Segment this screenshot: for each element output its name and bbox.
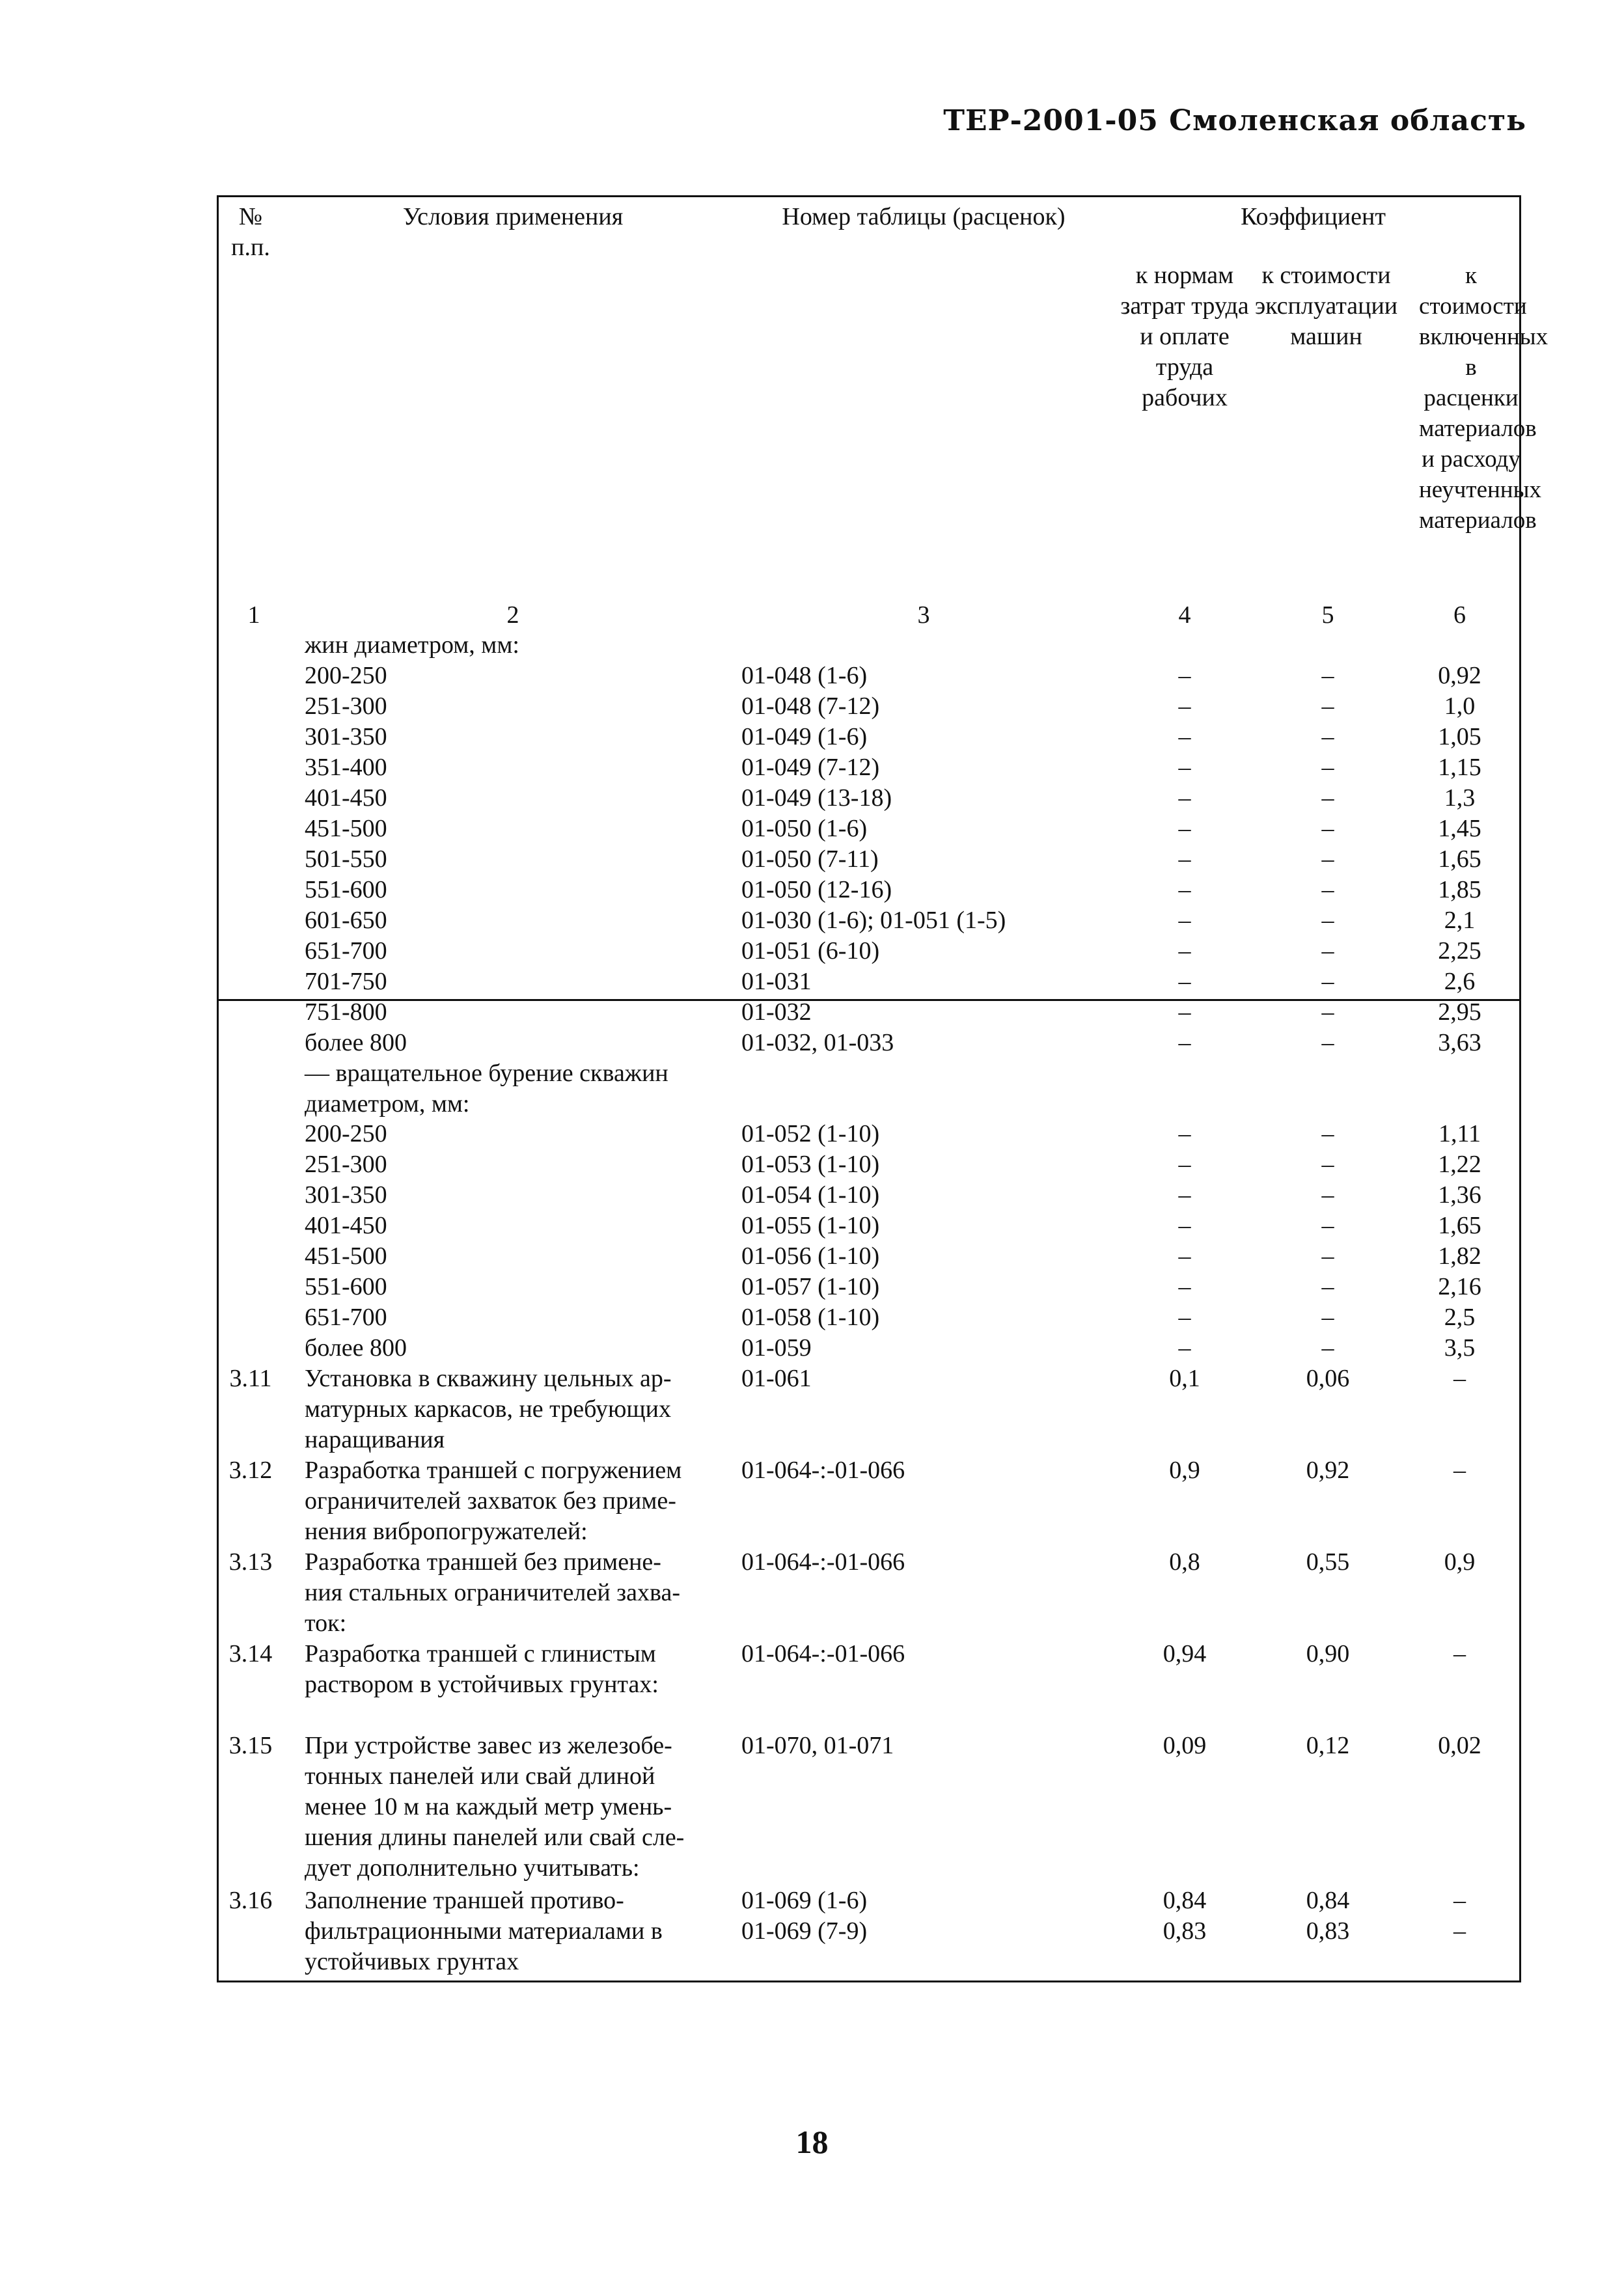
row-table-ref: 01-048 (7-12) <box>741 692 880 720</box>
row-table-ref: 01-070, 01-071 <box>741 1732 894 1759</box>
row-table-ref: 01-050 (12-16) <box>741 876 892 903</box>
row-coef-labor: – <box>1178 1304 1191 1331</box>
row-table-ref: 01-054 (1-10) <box>741 1181 880 1209</box>
row-coef-materials: 2,25 <box>1438 937 1481 965</box>
row-coef-labor: – <box>1178 845 1191 873</box>
row-table-ref: 01-049 (13-18) <box>741 784 892 812</box>
row-coef-materials: 2,5 <box>1444 1304 1476 1331</box>
row-table-ref: 01-052 (1-10) <box>741 1120 880 1147</box>
row-conditions: 451-500 <box>305 1242 387 1270</box>
header-coef-labor: к нормам затрат труда и оплате труда рабочих <box>1120 262 1249 411</box>
row-coef-materials: 1,45 <box>1438 815 1481 842</box>
row-coef-materials: – <box>1453 1640 1466 1667</box>
row-table-ref: 01-064-:-01-066 <box>741 1548 905 1576</box>
row-number: 3.11 <box>229 1365 272 1392</box>
row-coef-labor: – <box>1178 1334 1191 1362</box>
row-conditions: 251-300 <box>305 1151 387 1178</box>
header-num: № п.п. <box>231 203 270 261</box>
row-conditions: шения длины панелей или свай сле- <box>305 1824 685 1851</box>
row-conditions: ограничителей захваток без приме- <box>305 1487 676 1515</box>
row-conditions: 651-700 <box>305 1304 387 1331</box>
row-coef-machines: – <box>1321 1334 1334 1362</box>
row-coef-machines: – <box>1321 1212 1334 1239</box>
row-coef-labor: 0,84 <box>1163 1887 1207 1914</box>
row-coef-labor: – <box>1178 1181 1191 1209</box>
row-coef-labor: – <box>1178 662 1191 689</box>
row-coef-machines: 0,92 <box>1306 1457 1350 1484</box>
row-coef-materials: 3,5 <box>1444 1334 1476 1362</box>
row-number: 3.13 <box>228 1548 273 1576</box>
row-number: 3.16 <box>228 1887 273 1914</box>
row-conditions: Разработка траншей с погружением <box>305 1457 682 1484</box>
row-coef-machines: – <box>1321 1304 1334 1331</box>
row-coef-machines: – <box>1321 907 1334 934</box>
row-table-ref: 01-049 (1-6) <box>741 723 868 750</box>
row-conditions: 251-300 <box>305 692 387 720</box>
row-conditions: — вращательное бурение скважин <box>305 1060 668 1087</box>
row-coef-labor: 0,1 <box>1169 1365 1200 1392</box>
row-coef-materials: 2,95 <box>1438 998 1481 1026</box>
row-table-ref: 01-059 <box>741 1334 812 1362</box>
row-coef-materials: 1,65 <box>1438 845 1481 873</box>
row-conditions: тонных панелей или свай длиной <box>305 1762 655 1790</box>
header-conditions: Условия применения <box>402 203 624 230</box>
row-conditions: 401-450 <box>305 784 387 812</box>
row-coef-materials: 1,11 <box>1438 1120 1481 1147</box>
row-coef-materials: 1,85 <box>1438 876 1481 903</box>
row-coef-machines: – <box>1321 662 1334 689</box>
row-number: 3.12 <box>228 1457 273 1484</box>
row-coef-labor: – <box>1178 998 1191 1026</box>
row-conditions: матурных каркасов, не требующих <box>305 1395 671 1423</box>
row-table-ref: 01-069 (1-6) <box>741 1887 868 1914</box>
row-coef-materials: 1,36 <box>1438 1181 1481 1209</box>
row-conditions: более 800 <box>305 1029 407 1056</box>
row-coef-materials: 2,1 <box>1444 907 1476 934</box>
row-coef-materials: – <box>1453 1887 1466 1914</box>
row-conditions: Заполнение траншей противо- <box>305 1887 624 1914</box>
header-coefficient: Коэффициент <box>1241 203 1386 230</box>
row-conditions: более 800 <box>305 1334 407 1362</box>
column-number-2: 2 <box>506 601 519 629</box>
row-number: 3.15 <box>228 1732 273 1759</box>
row-coef-machines: – <box>1321 1242 1334 1270</box>
row-table-ref: 01-064-:-01-066 <box>741 1640 905 1667</box>
row-coef-labor: – <box>1178 784 1191 812</box>
row-table-ref: 01-061 <box>741 1365 812 1392</box>
row-table-ref: 01-058 (1-10) <box>741 1304 880 1331</box>
row-conditions: 451-500 <box>305 815 387 842</box>
column-number-1: 1 <box>247 601 260 629</box>
row-coef-materials: 0,9 <box>1444 1548 1476 1576</box>
row-coef-materials: 2,6 <box>1444 968 1476 995</box>
row-coef-labor: – <box>1178 692 1191 720</box>
row-coef-labor: – <box>1178 723 1191 750</box>
row-coef-machines: 0,06 <box>1306 1365 1350 1392</box>
header-table-number: Номер таблицы (расценок) <box>782 203 1066 230</box>
column-number-6: 6 <box>1453 601 1466 629</box>
row-coef-materials: 1,05 <box>1438 723 1481 750</box>
row-coef-machines: 0,90 <box>1306 1640 1350 1667</box>
row-table-ref: 01-051 (6-10) <box>741 937 880 965</box>
row-conditions: 551-600 <box>305 1273 387 1300</box>
row-table-ref: 01-030 (1-6); 01-051 (1-5) <box>741 907 1006 934</box>
row-coef-materials: – <box>1453 1365 1466 1392</box>
row-coef-materials: 1,0 <box>1444 692 1476 720</box>
column-number-5: 5 <box>1321 601 1334 629</box>
row-coef-machines: – <box>1321 968 1334 995</box>
row-conditions: При устройстве завес из железобе- <box>305 1732 672 1759</box>
row-coef-labor: – <box>1178 1151 1191 1178</box>
row-conditions: Разработка траншей с глинистым <box>305 1640 656 1667</box>
row-coef-materials: 1,3 <box>1444 784 1476 812</box>
row-coef-materials: 1,65 <box>1438 1212 1481 1239</box>
row-coef-machines: – <box>1321 754 1334 781</box>
row-table-ref: 01-064-:-01-066 <box>741 1457 905 1484</box>
row-conditions: 651-700 <box>305 937 387 965</box>
row-coef-machines: – <box>1321 723 1334 750</box>
row-coef-labor: – <box>1178 754 1191 781</box>
row-conditions: Разработка траншей без примене- <box>305 1548 661 1576</box>
row-coef-materials: 0,92 <box>1438 662 1481 689</box>
row-conditions: 401-450 <box>305 1212 387 1239</box>
row-coef-machines: 0,12 <box>1306 1732 1350 1759</box>
row-table-ref: 01-069 (7-9) <box>741 1917 868 1945</box>
row-conditions: 701-750 <box>305 968 387 995</box>
row-coef-machines: – <box>1321 998 1334 1026</box>
row-coef-machines: – <box>1321 1120 1334 1147</box>
row-conditions: фильтрационными материалами в <box>305 1917 663 1945</box>
header-coef-machines: к стоимости эксплуатации машин <box>1254 262 1398 350</box>
row-table-ref: 01-049 (7-12) <box>741 754 880 781</box>
row-table-ref: 01-053 (1-10) <box>741 1151 880 1178</box>
row-coef-machines: – <box>1321 937 1334 965</box>
row-conditions: 501-550 <box>305 845 387 873</box>
row-coef-labor: – <box>1178 876 1191 903</box>
row-table-ref: 01-032, 01-033 <box>741 1029 894 1056</box>
row-conditions: менее 10 м на каждый метр умень- <box>305 1793 672 1820</box>
row-conditions: 200-250 <box>305 662 387 689</box>
row-table-ref: 01-057 (1-10) <box>741 1273 880 1300</box>
column-number-3: 3 <box>917 601 930 629</box>
row-conditions: диаметром, мм: <box>305 1090 470 1117</box>
row-coef-labor: 0,09 <box>1163 1732 1207 1759</box>
row-coef-machines: – <box>1321 876 1334 903</box>
row-conditions: 751-800 <box>305 998 387 1026</box>
row-coef-machines: – <box>1321 1273 1334 1300</box>
row-table-ref: 01-056 (1-10) <box>741 1242 880 1270</box>
row-table-ref: 01-050 (7-11) <box>741 845 879 873</box>
row-conditions: раствором в устойчивых грунтах: <box>305 1671 659 1698</box>
row-coef-machines: 0,84 <box>1306 1887 1350 1914</box>
row-coef-machines: – <box>1321 692 1334 720</box>
row-conditions: нения вибропогружателей: <box>305 1518 588 1545</box>
row-coef-materials: 2,16 <box>1438 1273 1481 1300</box>
row-coef-labor: – <box>1178 1273 1191 1300</box>
row-conditions: устойчивых грунтах <box>305 1948 519 1975</box>
row-coef-labor: – <box>1178 1120 1191 1147</box>
row-coef-labor: 0,83 <box>1163 1917 1207 1945</box>
row-table-ref: 01-048 (1-6) <box>741 662 868 689</box>
row-coef-labor: 0,8 <box>1169 1548 1200 1576</box>
page-number: 18 <box>795 2124 829 2160</box>
row-conditions: наращивания <box>305 1426 445 1453</box>
document-title: ТЕР-2001-05 Смоленская область <box>943 104 1526 137</box>
row-coef-machines: – <box>1321 784 1334 812</box>
row-table-ref: 01-055 (1-10) <box>741 1212 880 1239</box>
row-coef-machines: – <box>1321 1151 1334 1178</box>
row-coef-labor: – <box>1178 937 1191 965</box>
row-conditions: жин диаметром, мм: <box>305 631 519 659</box>
header-coef-materials: к стоимости включенных в расценки материалов и расходу неучтенных материалов <box>1419 262 1548 534</box>
row-conditions: 301-350 <box>305 1181 387 1209</box>
row-coef-machines: – <box>1321 815 1334 842</box>
row-coef-materials: 3,63 <box>1438 1029 1481 1056</box>
row-coef-materials: 1,82 <box>1438 1242 1481 1270</box>
row-conditions: 601-650 <box>305 907 387 934</box>
row-table-ref: 01-050 (1-6) <box>741 815 868 842</box>
row-coef-labor: – <box>1178 1242 1191 1270</box>
row-coef-labor: – <box>1178 907 1191 934</box>
row-coef-materials: 1,15 <box>1438 754 1481 781</box>
row-coef-machines: – <box>1321 1029 1334 1056</box>
row-coef-labor: 0,9 <box>1169 1457 1200 1484</box>
row-coef-labor: – <box>1178 1212 1191 1239</box>
row-coef-labor: – <box>1178 815 1191 842</box>
row-coef-labor: 0,94 <box>1163 1640 1207 1667</box>
row-coef-materials: – <box>1453 1917 1466 1945</box>
row-conditions: дует дополнительно учитывать: <box>305 1854 640 1882</box>
row-conditions: 301-350 <box>305 723 387 750</box>
row-table-ref: 01-032 <box>741 998 812 1026</box>
column-number-4: 4 <box>1178 601 1191 629</box>
row-coef-machines: 0,55 <box>1306 1548 1350 1576</box>
row-coef-labor: – <box>1178 968 1191 995</box>
row-table-ref: 01-031 <box>741 968 812 995</box>
row-coef-machines: 0,83 <box>1306 1917 1350 1945</box>
row-coef-materials: 1,22 <box>1438 1151 1481 1178</box>
row-conditions: 200-250 <box>305 1120 387 1147</box>
row-coef-machines: – <box>1321 845 1334 873</box>
row-coef-materials: 0,02 <box>1438 1732 1481 1759</box>
row-coef-machines: – <box>1321 1181 1334 1209</box>
row-coef-materials: – <box>1453 1457 1466 1484</box>
row-conditions: ток: <box>305 1610 347 1637</box>
row-number: 3.14 <box>228 1640 273 1667</box>
row-conditions: 351-400 <box>305 754 387 781</box>
row-coef-labor: – <box>1178 1029 1191 1056</box>
row-conditions: ния стальных ограничителей захва- <box>305 1579 680 1606</box>
row-conditions: Установка в скважину цельных ар- <box>305 1365 672 1392</box>
row-conditions: 551-600 <box>305 876 387 903</box>
